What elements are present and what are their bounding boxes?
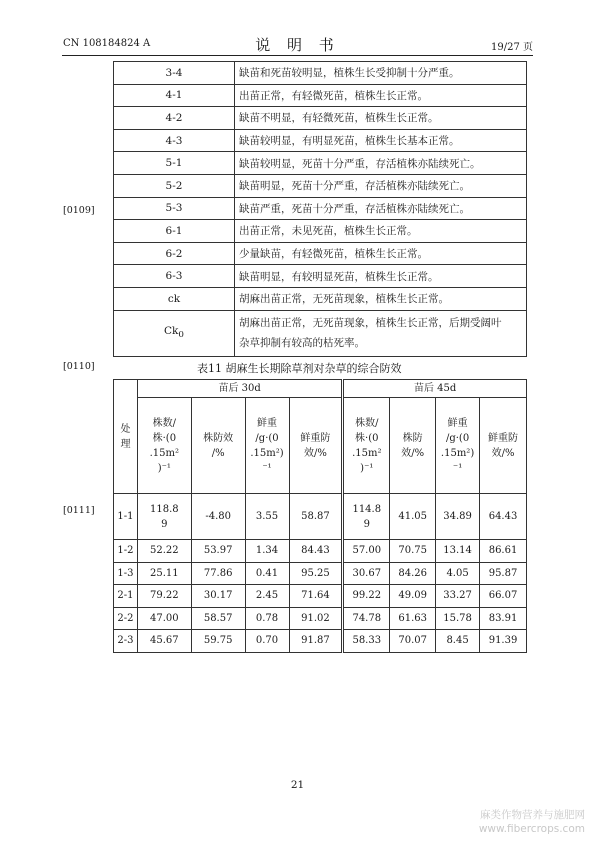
value-cell [343, 494, 390, 540]
value-text: 45.67 [150, 635, 179, 647]
description-cell: 缺苗明显，死苗十分严重，存活植株亦陆续死亡。 [235, 174, 527, 197]
value-text: 15.78 [443, 612, 472, 624]
value-text: 2.45 [255, 590, 279, 602]
value-text: 64.43 [488, 511, 518, 522]
value-text: 33.27 [443, 590, 472, 602]
table-row [114, 62, 527, 85]
column-header-text: 鲜重 /g·(0 .15m²) ⁻¹ [440, 417, 475, 474]
table-row [114, 152, 527, 175]
value-cell [137, 562, 191, 585]
column-header-30d [137, 398, 191, 494]
column-header-row [114, 398, 527, 494]
value-cell [343, 562, 390, 585]
value-text: 66.07 [488, 590, 518, 602]
value-cell [436, 540, 480, 563]
value-text: 1.34 [255, 545, 279, 557]
column-header-text: 株数/ 株·(0 .15m² )⁻¹ [352, 417, 382, 474]
treatment-header: 处 理 [114, 380, 138, 494]
column-header-30d [245, 398, 289, 494]
column-header-45d [436, 398, 480, 494]
page-number: 21 [290, 779, 305, 791]
value-cell [191, 562, 245, 585]
table-row [114, 310, 527, 356]
column-header-45d [390, 398, 436, 494]
value-cell [480, 562, 527, 585]
treatment-cell: 1-3 [114, 562, 138, 585]
paragraph-number-0110: [0110] [63, 361, 95, 372]
treatment-code-cell: ck [114, 287, 235, 310]
column-header-30d [191, 398, 245, 494]
value-text: 0.78 [255, 612, 279, 624]
value-text: 79.22 [150, 590, 179, 602]
value-cell [289, 562, 343, 585]
value-cell [289, 585, 343, 608]
value-cell [245, 607, 289, 630]
value-cell [137, 607, 191, 630]
description-cell [235, 310, 527, 356]
value-text: 53.97 [203, 545, 233, 557]
value-cell [137, 540, 191, 563]
value-text: 52.22 [150, 545, 179, 557]
value-text: 71.64 [301, 590, 330, 602]
description-cell: 出苗正常，有轻微死苗，植株生长正常。 [235, 84, 527, 107]
table-row [114, 585, 527, 608]
description-cell: 缺苗明显，有较明显死苗，植株生长正常。 [235, 265, 527, 288]
value-text: 114.8 9 [352, 503, 382, 530]
value-cell [191, 585, 245, 608]
table-row [114, 107, 527, 130]
value-cell [137, 494, 191, 540]
value-text: 70.75 [398, 545, 427, 557]
value-text: 30.17 [203, 590, 233, 602]
table-row [114, 607, 527, 630]
value-text: 91.87 [301, 635, 330, 647]
value-text: 95.87 [488, 567, 518, 579]
value-cell [245, 630, 289, 653]
code-text: Ck [164, 325, 179, 338]
value-text: 47.00 [150, 612, 179, 624]
table-row [114, 562, 527, 585]
table-row [114, 287, 527, 310]
value-text: 58.33 [352, 635, 382, 647]
treatment-cell: 2-1 [114, 585, 138, 608]
treatment-code-cell: 4-3 [114, 129, 235, 152]
value-cell [436, 494, 480, 540]
value-text: 30.67 [352, 567, 382, 579]
treatment-description-table [113, 61, 527, 357]
value-cell [289, 630, 343, 653]
value-text: 49.09 [398, 590, 427, 602]
value-text: 58.87 [301, 511, 330, 522]
column-header-text: 鲜重防 效/% [300, 432, 331, 459]
value-cell [480, 607, 527, 630]
value-cell [191, 630, 245, 653]
value-text: 3.55 [255, 511, 279, 522]
weed-control-efficacy-table [113, 379, 527, 653]
value-text: 57.00 [352, 545, 382, 557]
column-header-45d [343, 398, 390, 494]
table-row [114, 197, 527, 220]
value-text: 83.91 [488, 612, 518, 624]
value-text: 118.8 9 [150, 503, 179, 530]
table-row [114, 630, 527, 653]
patent-number: CN 108184824 A [63, 38, 151, 49]
value-cell [436, 585, 480, 608]
value-cell [390, 562, 436, 585]
value-text: 0.70 [255, 635, 279, 647]
treatment-cell: 1-2 [114, 540, 138, 563]
header-rule [62, 55, 533, 56]
table-row [114, 220, 527, 243]
value-text: 0.41 [255, 567, 279, 579]
paragraph-number-0111: [0111] [63, 505, 95, 516]
value-text: 74.78 [352, 612, 382, 624]
treatment-code-cell: 6-3 [114, 265, 235, 288]
treatment-code-cell: 4-2 [114, 107, 235, 130]
value-text: 95.25 [301, 567, 330, 579]
column-header-text: 株防 效/% [401, 432, 425, 459]
watermark [479, 808, 585, 836]
column-header-text: 鲜重防 效/% [488, 432, 519, 459]
group-header-45d: 苗后 45d [343, 380, 527, 398]
value-cell [480, 494, 527, 540]
treatment-code-cell: 5-3 [114, 197, 235, 220]
paragraph-number-0109: [0109] [63, 205, 95, 216]
treatment-code-cell: 4-1 [114, 84, 235, 107]
code-subscript: 0 [178, 330, 184, 341]
value-cell [343, 585, 390, 608]
value-text: 84.26 [398, 567, 427, 579]
table-11-caption: 表11 胡麻生长期除草剂对杂草的综合防效 [197, 362, 402, 375]
value-text: 13.14 [443, 545, 472, 557]
value-cell [191, 607, 245, 630]
description-cell: 缺苗和死苗较明显，植株生长受抑制十分严重。 [235, 62, 527, 85]
value-cell [191, 540, 245, 563]
value-text: 8.45 [446, 635, 469, 647]
value-cell [390, 630, 436, 653]
value-cell [137, 585, 191, 608]
column-header-45d [480, 398, 527, 494]
watermark-url: www.fibercrops.com [478, 823, 585, 835]
table-row [114, 540, 527, 563]
column-header-text: 株防效 /% [203, 432, 234, 459]
description-cell: 出苗正常，未见死苗，植株生长正常。 [235, 220, 527, 243]
value-cell [390, 585, 436, 608]
value-text: 91.39 [488, 635, 518, 647]
treatment-cell: 2-2 [114, 607, 138, 630]
table-row [114, 129, 527, 152]
value-text: 77.86 [203, 567, 233, 579]
value-cell [436, 630, 480, 653]
watermark-site-name: 麻类作物营养与施肥网 [480, 809, 585, 821]
document-title: 说 明 书 [255, 36, 340, 54]
value-text: 84.43 [301, 545, 330, 557]
value-cell [245, 540, 289, 563]
description-cell: 胡麻出苗正常，无死苗现象，植株生长正常。 [235, 287, 527, 310]
value-cell [390, 540, 436, 563]
treatment-code-cell: 5-2 [114, 174, 235, 197]
value-cell [343, 630, 390, 653]
description-cell: 缺苗较明显，有明显死苗，植株生长基本正常。 [235, 129, 527, 152]
description-cell: 缺苗较明显，死苗十分严重，存活植株亦陆续死亡。 [235, 152, 527, 175]
value-cell [245, 585, 289, 608]
value-cell [191, 494, 245, 540]
table-row [114, 242, 527, 265]
value-cell [137, 630, 191, 653]
value-cell [436, 562, 480, 585]
value-text: 25.11 [150, 567, 179, 579]
table-row [114, 174, 527, 197]
group-header-30d: 苗后 30d [137, 380, 342, 398]
value-cell [245, 494, 289, 540]
description-cell: 缺苗不明显，有轻微死苗，植株生长正常。 [235, 107, 527, 130]
value-text: 34.89 [443, 511, 472, 522]
treatment-cell: 1-1 [114, 494, 138, 540]
table-row [114, 265, 527, 288]
value-cell [390, 494, 436, 540]
value-text: 41.05 [398, 511, 427, 522]
value-cell [245, 562, 289, 585]
description-cell: 缺苗严重，死苗十分严重，存活植株亦陆续死亡。 [235, 197, 527, 220]
table-row [114, 84, 527, 107]
value-cell [480, 585, 527, 608]
value-text: 59.75 [203, 635, 233, 647]
description-cell: 少量缺苗，有轻微死苗，植株生长正常。 [235, 242, 527, 265]
column-header-30d [289, 398, 343, 494]
page-of-total: 19/27 页 [491, 42, 533, 53]
description-line: 杂草抑制有较高的枯死率。 [239, 337, 365, 350]
value-text: -4.80 [205, 511, 231, 522]
treatment-cell: 2-3 [114, 630, 138, 653]
value-cell [480, 540, 527, 563]
value-text: 99.22 [352, 590, 382, 602]
treatment-code-cell: 3-4 [114, 62, 235, 85]
value-cell [289, 494, 343, 540]
column-header-text: 株数/ 株·(0 .15m² )⁻¹ [149, 417, 180, 474]
treatment-code-cell: 5-1 [114, 152, 235, 175]
value-text: 58.57 [203, 612, 233, 624]
value-cell [390, 607, 436, 630]
table-row [114, 494, 527, 540]
value-cell [343, 540, 390, 563]
value-text: 70.07 [398, 635, 427, 647]
treatment-code-cell [114, 310, 235, 356]
treatment-code-cell: 6-2 [114, 242, 235, 265]
value-text: 61.63 [398, 612, 427, 624]
treatment-code-cell: 6-1 [114, 220, 235, 243]
value-text: 4.05 [446, 567, 469, 579]
value-cell [436, 607, 480, 630]
value-cell [289, 540, 343, 563]
value-cell [289, 607, 343, 630]
value-text: 91.02 [301, 612, 330, 624]
value-cell [343, 607, 390, 630]
column-header-text: 鲜重 /g·(0 .15m²) ⁻¹ [250, 417, 284, 474]
value-cell [480, 630, 527, 653]
value-text: 86.61 [488, 545, 518, 557]
description-line: 胡麻出苗正常，无死苗现象，植株生长正常，后期受阔叶 [239, 317, 502, 330]
